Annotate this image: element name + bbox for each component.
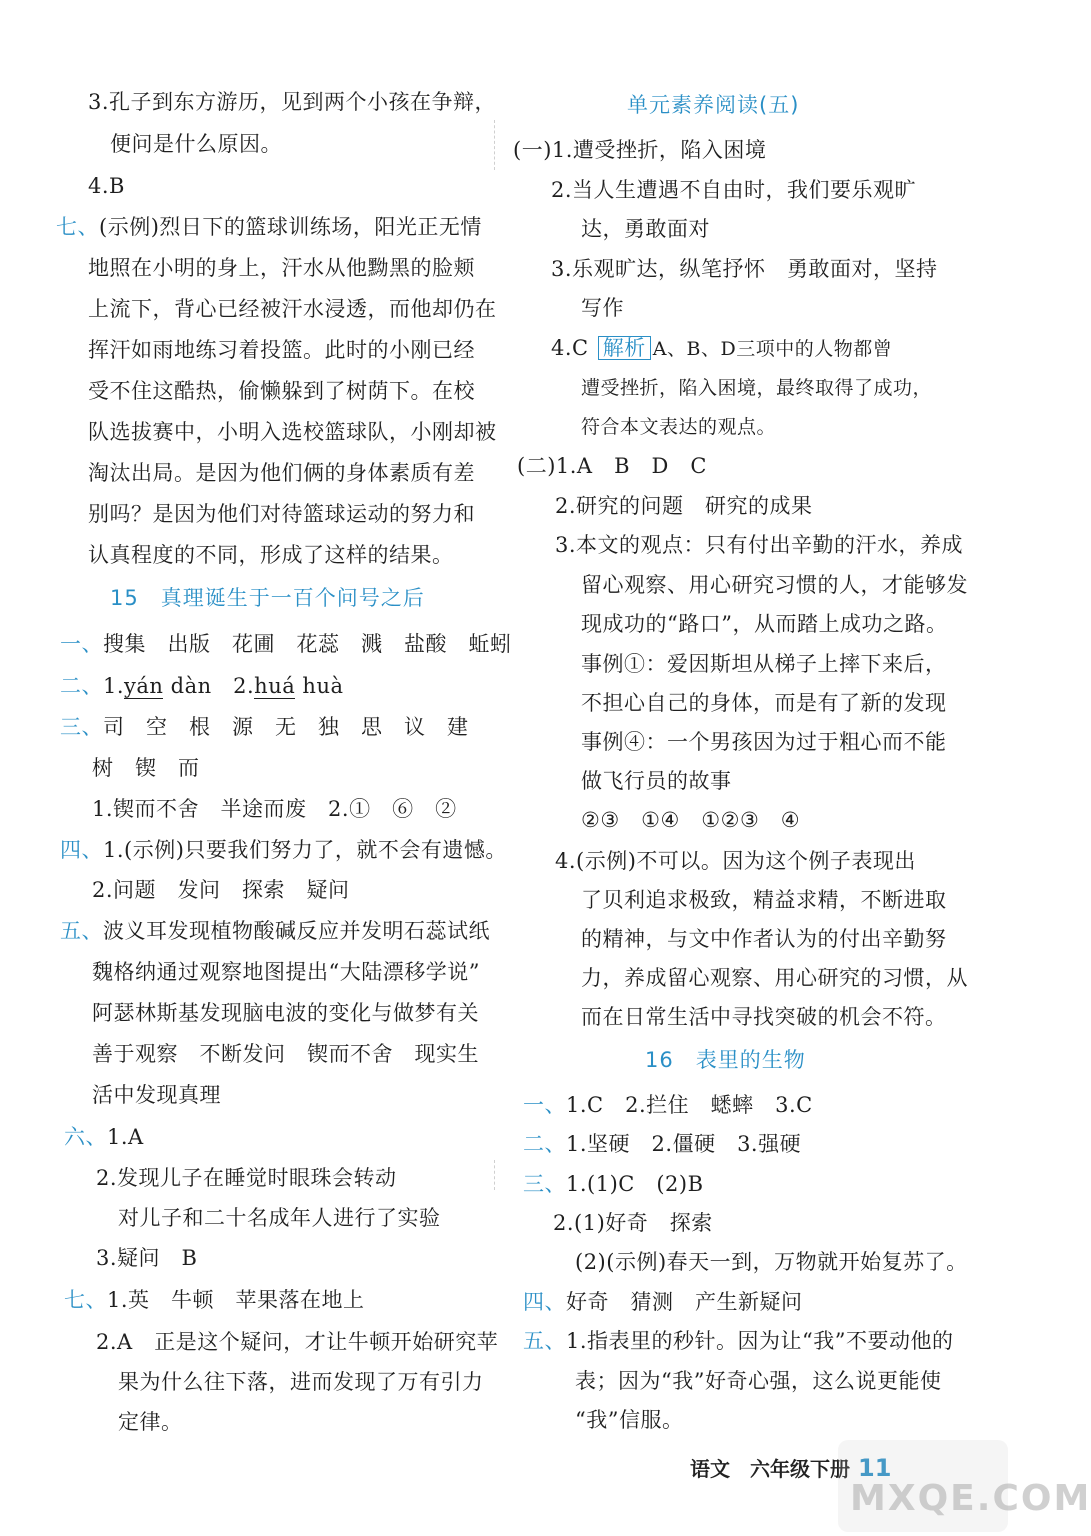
answer-line: 表；因为“我”好奇心强，这么说更能使	[575, 1369, 942, 1393]
answer-line: 2.当人生遭遇不自由时，我们要乐观旷	[551, 178, 917, 202]
answer-line: 四、1.(示例)只要我们努力了，就不会有遗憾。	[60, 838, 507, 862]
answer-line: 树 锲 而	[92, 756, 200, 780]
section-marker: 一、	[60, 632, 103, 656]
answer-line: (2)(示例)春天一到，万物就开始复苏了。	[575, 1250, 968, 1274]
answer-line: ②③ ①④ ①②③ ④	[581, 808, 801, 832]
answer-line: 做飞行员的故事	[581, 769, 732, 793]
column-divider	[494, 1160, 495, 1190]
section-marker: 二、	[523, 1132, 566, 1156]
section-marker: 七、	[64, 1288, 107, 1312]
part-marker: (一)	[513, 138, 552, 162]
answer-line: 而在日常生活中寻找突破的机会不符。	[581, 1005, 947, 1029]
answer-line: 力，养成留心观察、用心研究的习惯，从	[581, 966, 968, 990]
answer-line: 上流下，背心已经被汗水浸透，而他却仍在	[88, 297, 497, 321]
answer-line: 别吗？是因为他们对待篮球运动的努力和	[88, 502, 475, 526]
answer-line: 事例①：爱因斯坦从梯子上摔下来后，	[581, 652, 947, 676]
pinyin-underlined: huá	[254, 674, 296, 698]
answer-line: 事例④：一个男孩因为过于粗心而不能	[581, 730, 947, 754]
answer-line: 魏格纳通过观察地图提出“大陆漂移学说”	[92, 960, 480, 984]
pinyin-underlined: yán	[124, 674, 164, 698]
section-marker: 一、	[523, 1093, 566, 1117]
section-marker: 三、	[60, 715, 103, 739]
answer-line: (二)1.A B D C	[517, 454, 707, 478]
answer-line: 现成功的“路口”，从而踏上成功之路。	[581, 612, 948, 636]
answer-line: 符合本文表达的观点。	[581, 416, 777, 438]
answer-line: 挥汗如雨地练习着投篮。此时的小刚已经	[88, 338, 475, 362]
watermark-text: MXQE.COM	[850, 1478, 1091, 1519]
answer-line: 四、好奇 猜测 产生新疑问	[523, 1290, 803, 1314]
section-marker: 四、	[523, 1290, 566, 1314]
answer-line: “我”信服。	[575, 1408, 684, 1432]
answer-line: 不担心自己的身体，而是有了新的发现	[581, 691, 947, 715]
column-divider	[494, 120, 495, 170]
answer-line: 3.乐观旷达，纵笔抒怀 勇敢面对，坚持	[551, 257, 938, 281]
answer-line: 果为什么往下落，进而发现了万有引力	[118, 1370, 484, 1394]
answer-line: 七、(示例)烈日下的篮球训练场，阳光正无情	[56, 215, 482, 239]
answer-line: 达，勇敢面对	[581, 217, 710, 241]
answer-line: 二、1.yán dàn 2.huá huà	[60, 674, 344, 698]
answer-line: 2.发现儿子在睡觉时眼珠会转动	[96, 1166, 397, 1190]
answer-line: 3.本文的观点：只有付出辛勤的汗水，养成	[555, 533, 964, 557]
answer-line: 六、1.A	[64, 1125, 144, 1149]
answer-line: 五、1.指表里的秒针。因为让“我”不要动他的	[523, 1329, 954, 1353]
footer-subject: 语文 六年级下册	[690, 1457, 850, 1481]
section-marker: 五、	[523, 1329, 566, 1353]
answer-line: 便问是什么原因。	[110, 132, 282, 156]
answer-line: 对儿子和二十名成年人进行了实验	[118, 1206, 441, 1230]
answer-line: 七、1.英 牛顿 苹果落在地上	[64, 1288, 365, 1312]
answer-line: 活中发现真理	[92, 1083, 221, 1107]
answer-line: 阿瑟林斯基发现脑电波的变化与做梦有关	[92, 1001, 479, 1025]
answer-line: 留心观察、用心研究习惯的人，才能够发	[581, 573, 968, 597]
answer-line: 4.C 解析 A、B、D三项中的人物都曾	[551, 336, 893, 360]
unit-heading: 单元素养阅读(五)	[627, 93, 800, 117]
answer-line: 2.A 正是这个疑问，才让牛顿开始研究苹	[96, 1330, 499, 1354]
answer-line: 2.问题 发问 探索 疑问	[92, 878, 350, 902]
section-marker: 五、	[60, 919, 103, 943]
answer-line: (一)1.遭受挫折，陷入困境	[513, 138, 767, 162]
part-marker: (二)	[517, 454, 556, 478]
page-number: 11	[858, 1454, 892, 1482]
answer-line: 1.锲而不舍 半途而废 2.① ⑥ ②	[92, 797, 457, 821]
section-marker: 四、	[60, 838, 103, 862]
section-marker: 二、	[60, 674, 103, 698]
answer-line: 一、1.C 2.拦住 蟋蟀 3.C	[523, 1093, 813, 1117]
answer-line: 善于观察 不断发问 锲而不舍 现实生	[92, 1042, 479, 1066]
section-marker: 六、	[64, 1125, 107, 1149]
answer-line: 2.研究的问题 研究的成果	[555, 494, 813, 518]
section-marker: 七、	[56, 215, 99, 239]
answer-line: 地照在小明的身上，汗水从他黝黑的脸颊	[88, 256, 475, 280]
answer-line: 定律。	[118, 1410, 183, 1434]
answer-line: 三、1.(1)C (2)B	[523, 1172, 704, 1196]
answer-line: 遭受挫折，陷入困境，最终取得了成功，	[581, 377, 933, 399]
answer-line: 2.(1)好奇 探索	[553, 1211, 713, 1235]
answer-line: 受不住这酷热，偷懒躲到了树荫下。在校	[88, 379, 475, 403]
answer-line: 4.B	[88, 174, 125, 198]
answer-line: 了贝利追求极致，精益求精，不断进取	[581, 888, 947, 912]
answer-line: 二、1.坚硬 2.僵硬 3.强硬	[523, 1132, 802, 1156]
answer-line: 一、搜集 出版 花圃 花蕊 溅 盐酸 蚯蚓	[60, 632, 512, 656]
answer-line: 的精神，与文中作者认为的付出辛勤努	[581, 927, 947, 951]
lesson-heading: 15 真理诞生于一百个问号之后	[110, 586, 425, 610]
answer-line: 五、波义耳发现植物酸碱反应并发明石蕊试纸	[60, 919, 490, 943]
lesson-heading: 16 表里的生物	[645, 1048, 806, 1072]
analysis-tag: 解析	[598, 336, 651, 360]
answer-line: 淘汰出局。是因为他们俩的身体素质有差	[88, 461, 475, 485]
answer-line: 写作	[581, 296, 624, 320]
answer-line: 3.孔子到东方游历，见到两个小孩在争辩，	[88, 90, 497, 114]
answer-line: 4.(示例)不可以。因为这个例子表现出	[555, 849, 916, 873]
answer-line: 三、司 空 根 源 无 独 思 议 建	[60, 715, 469, 739]
answer-line: 认真程度的不同，形成了这样的结果。	[88, 543, 454, 567]
answer-line: 队选拔赛中，小明入选校篮球队，小刚却被	[88, 420, 497, 444]
section-marker: 三、	[523, 1172, 566, 1196]
answer-line: 3.疑问 B	[96, 1246, 198, 1270]
